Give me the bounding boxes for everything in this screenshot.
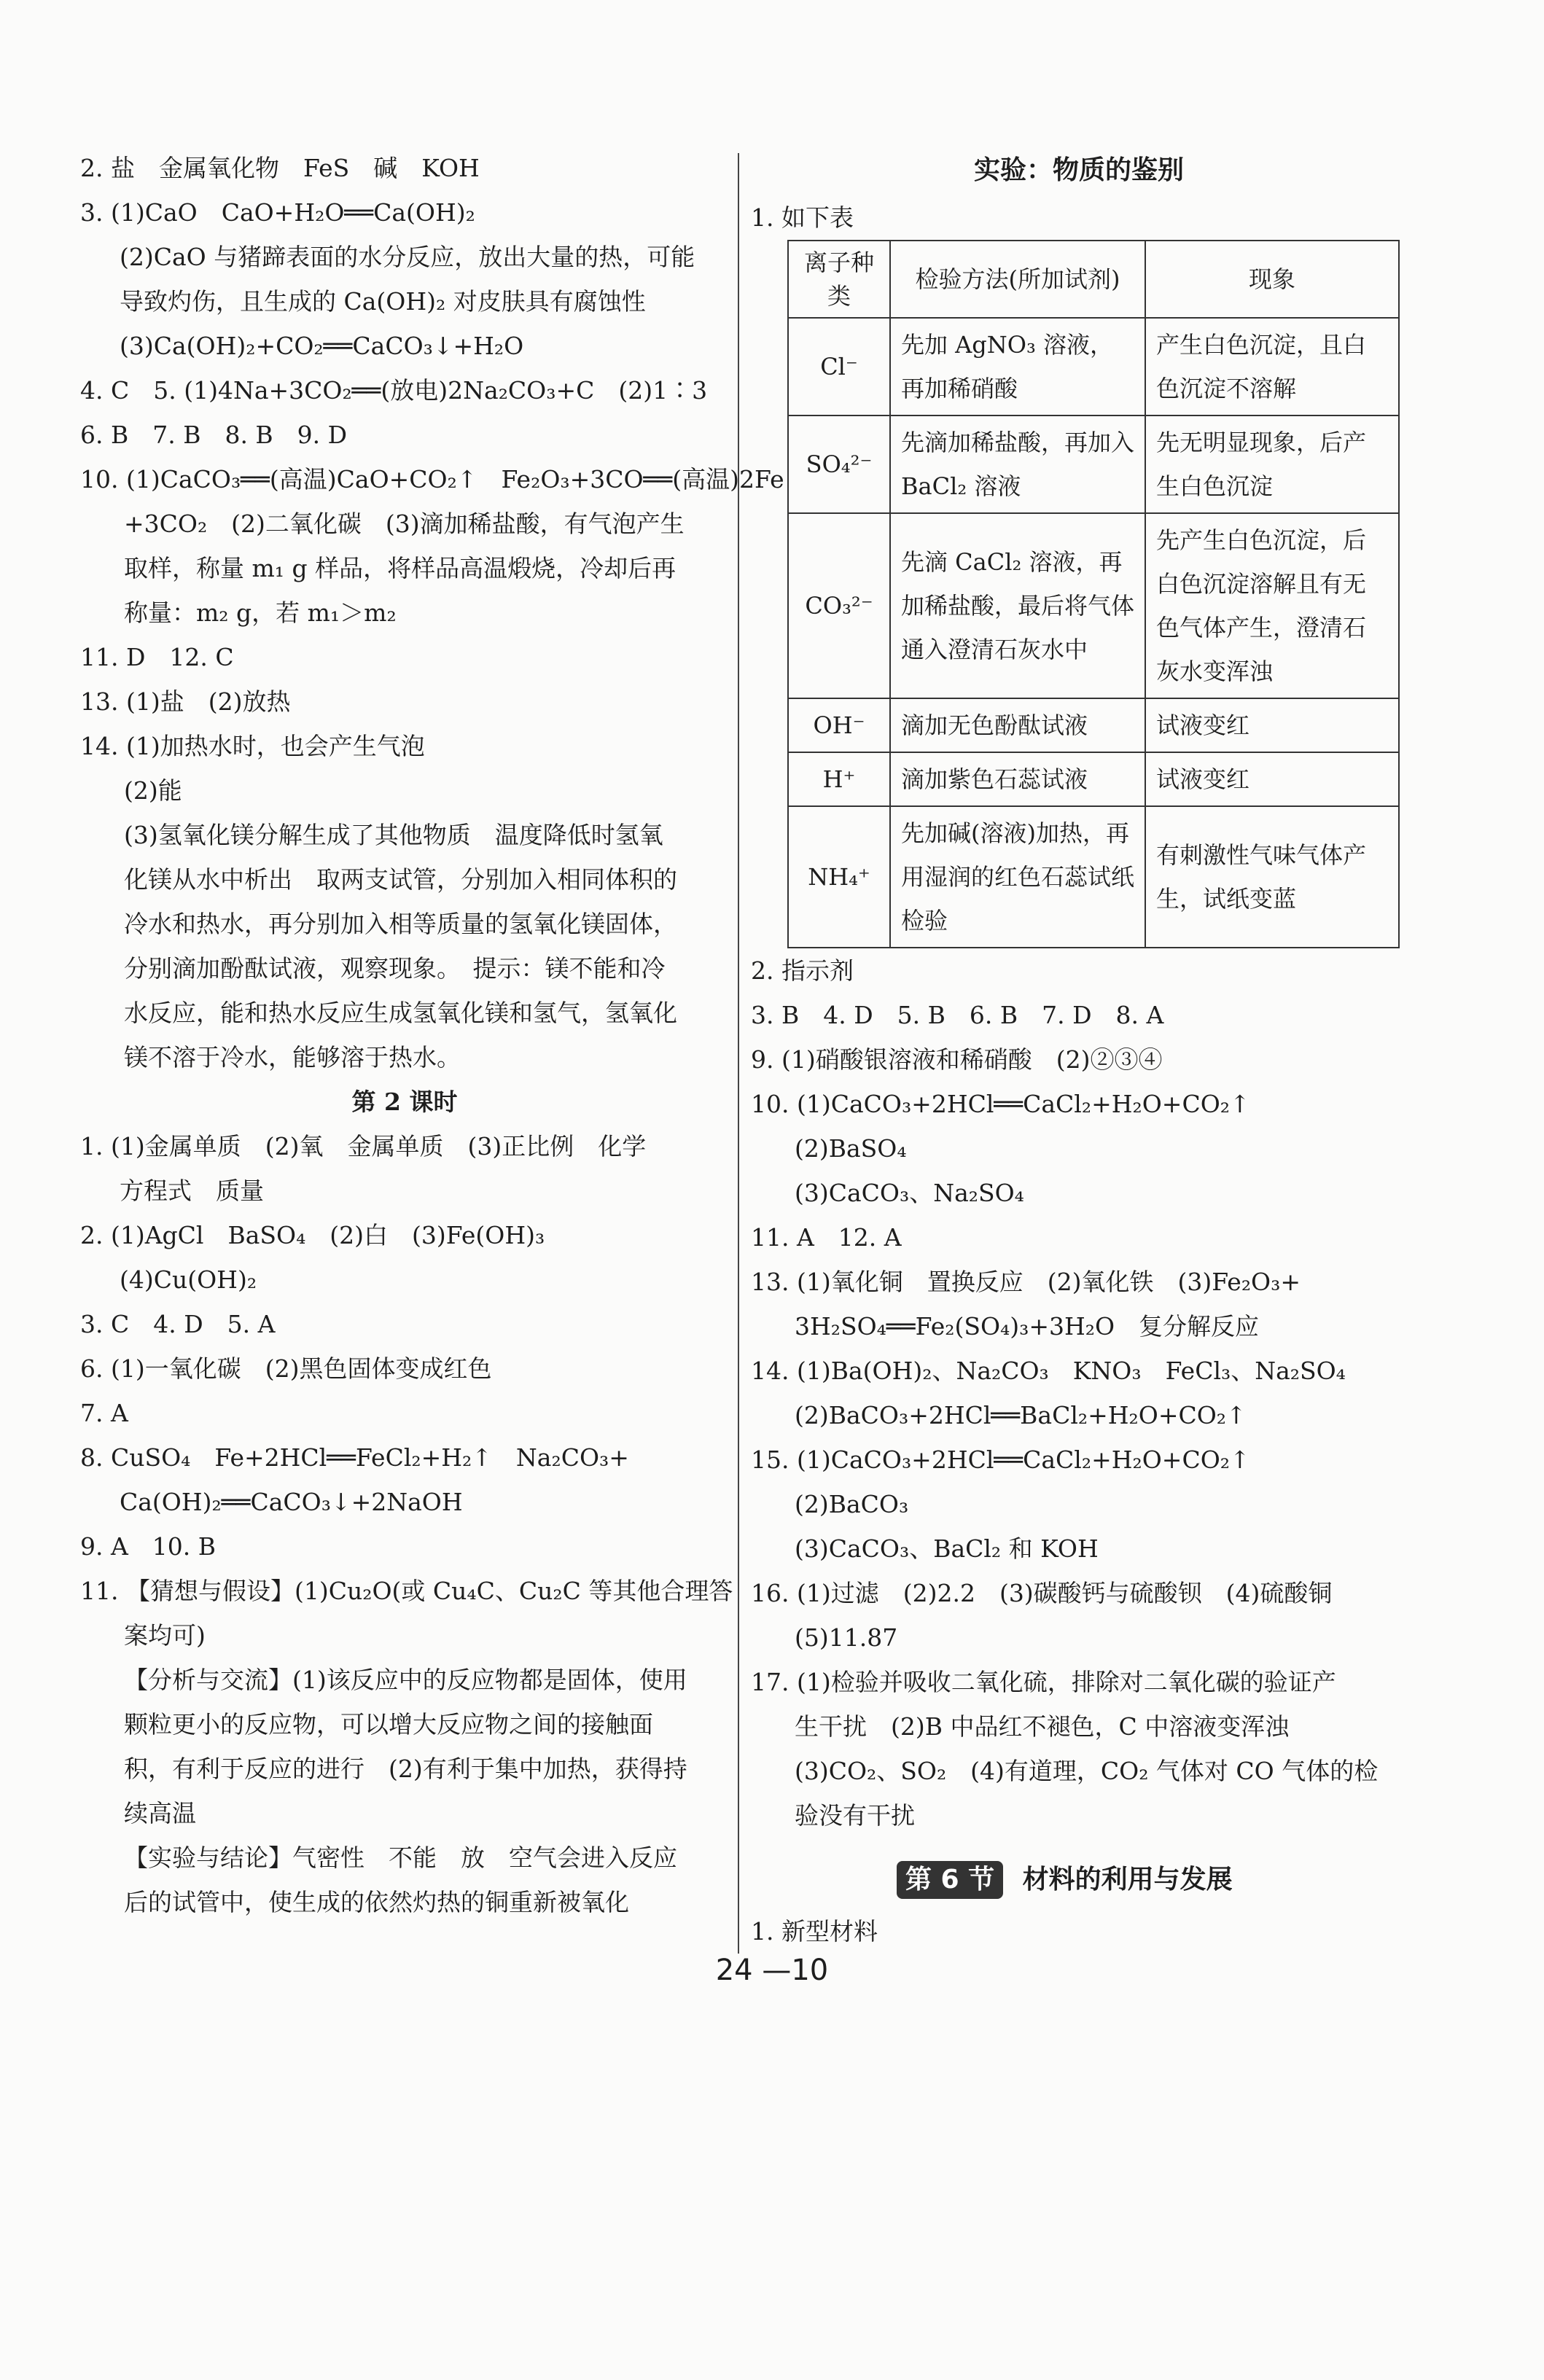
answer-line: (3)CaCO₃、BaCl₂ 和 KOH (795, 1534, 1099, 1563)
answer-line: 【分析与交流】(1)该反应中的反应物都是固体，使用 (124, 1666, 687, 1694)
answer-line: (5)11.87 (795, 1623, 898, 1652)
table-cell: OH⁻ (788, 698, 890, 752)
answer-line: (2)能 (124, 776, 182, 805)
lesson-heading: 第 2 课时 (351, 1088, 458, 1116)
answer-line: 生干扰 (2)B 中品红不褪色，C 中溶液变浑浊 (795, 1712, 1290, 1741)
answer-line: (4)Cu(OH)₂ (120, 1265, 257, 1294)
answer-line: 4. C 5. (1)4Na+3CO₂══(放电)2Na₂CO₃+C (2)1∶3 (80, 376, 708, 405)
ion-test-table (787, 240, 1400, 948)
answer-line: 分别滴加酚酞试液，观察现象。 提示：镁不能和冷 (124, 954, 666, 983)
answer-line: 15. (1)CaCO₃+2HCl══CaCl₂+H₂O+CO₂↑ (751, 1445, 1250, 1474)
answer-line: 10. (1)CaCO₃══(高温)CaO+CO₂↑ Fe₂O₃+3CO══(高温)2Fe (80, 465, 784, 493)
answer-line: Ca(OH)₂══CaCO₃↓+2NaOH (120, 1488, 463, 1516)
table-row (788, 752, 1399, 806)
answer-line: 镁不溶于冷水，能够溶于热水。 (124, 1043, 461, 1072)
answer-line: 11. A 12. A (751, 1223, 902, 1252)
answer-line: (3)CaCO₃、Na₂SO₄ (795, 1179, 1024, 1207)
answer-line: 3. (1)CaO CaO+H₂O══Ca(OH)₂ (80, 198, 475, 227)
answer-line: 案均可) (124, 1621, 206, 1650)
table-cell: 先滴加稀盐酸，再加入 BaCl₂ 溶液 (890, 415, 1145, 513)
answer-line: 1. (1)金属单质 (2)氧 金属单质 (3)正比例 化学 (80, 1132, 647, 1160)
answer-line: 2. 盐 金属氧化物 FeS 碱 KOH (80, 154, 480, 182)
section-heading (751, 1851, 1407, 1909)
table-cell: 试液变红 (1145, 698, 1399, 752)
table-cell: 有刺激性气味气体产生，试纸变蓝 (1145, 806, 1399, 948)
table-cell: 滴加紫色石蕊试液 (890, 752, 1145, 806)
table-row (788, 698, 1399, 752)
table-cell: 先加 AgNO₃ 溶液，再加稀硝酸 (890, 318, 1145, 415)
table-header: 离子种类 (788, 241, 890, 318)
table-cell: 先无明显现象，后产生白色沉淀 (1145, 415, 1399, 513)
section-title: 材料的利用与发展 (1022, 1865, 1233, 1895)
answer-line: 验没有干扰 (795, 1801, 915, 1830)
answer-line: 1. 如下表 (751, 203, 854, 232)
answer-line: 冷水和热水，再分别加入相等质量的氢氧化镁固体， (124, 910, 677, 938)
page-number: 24 —10 (715, 1954, 829, 1987)
answer-line: (3)氢氧化镁分解生成了其他物质 温度降低时氢氧 (124, 821, 663, 849)
table-cell: 先加碱(溶液)加热，再用湿润的红色石蕊试纸检验 (890, 806, 1145, 948)
answer-line: 11. D 12. C (80, 643, 234, 671)
answer-line: 2. (1)AgCl BaSO₄ (2)白 (3)Fe(OH)₃ (80, 1221, 545, 1249)
answer-line: 颗粒更小的反应物，可以增大反应物之间的接触面 (124, 1710, 653, 1739)
answer-line: 取样，称量 m₁ g 样品，将样品高温煅烧，冷却后再 (124, 554, 677, 582)
answer-line: 17. (1)检验并吸收二氧化硫，排除对二氧化碳的验证产 (751, 1668, 1336, 1696)
answer-line: 13. (1)盐 (2)放热 (80, 687, 291, 716)
answer-line: 水反应，能和热水反应生成氢氧化镁和氢气，氢氧化 (124, 999, 677, 1027)
table-header-row (788, 241, 1399, 318)
answer-line: 积，有利于反应的进行 (2)有利于集中加热，获得持 (124, 1755, 687, 1783)
answer-line: 称量：m₂ g，若 m₁＞m₂ (124, 598, 397, 627)
answer-line: +3CO₂ (2)二氧化碳 (3)滴加稀盐酸，有气泡产生 (124, 510, 685, 538)
answer-line: 方程式 质量 (120, 1177, 264, 1205)
section-badge: 第 6 节 (897, 1861, 1003, 1899)
answer-line: 14. (1)Ba(OH)₂、Na₂CO₃ KNO₃ FeCl₃、Na₂SO₄ (751, 1357, 1346, 1385)
answer-line: (2)CaO 与猪蹄表面的水分反应，放出大量的热，可能 (120, 243, 695, 271)
table-cell: 先滴 CaCl₂ 溶液，再加稀盐酸，最后将气体通入澄清石灰水中 (890, 513, 1145, 698)
answer-line: 6. B 7. B 8. B 9. D (80, 421, 348, 449)
table-row (788, 318, 1399, 415)
table-header: 检验方法(所加试剂) (890, 241, 1145, 318)
answer-line: 导致灼伤，且生成的 Ca(OH)₂ 对皮肤具有腐蚀性 (120, 287, 646, 316)
table-cell: NH₄⁺ (788, 806, 890, 948)
answer-line: 8. CuSO₄ Fe+2HCl══FeCl₂+H₂↑ Na₂CO₃+ (80, 1443, 629, 1472)
answer-line: 13. (1)氧化铜 置换反应 (2)氧化铁 (3)Fe₂O₃+ (751, 1268, 1301, 1296)
answer-line: (3)Ca(OH)₂+CO₂══CaCO₃↓+H₂O (120, 332, 524, 360)
answer-line: 11. 【猜想与假设】(1)Cu₂O(或 Cu₄C、Cu₂C 等其他合理答 (80, 1577, 733, 1605)
table-cell: 产生白色沉淀，且白色沉淀不溶解 (1145, 318, 1399, 415)
table-cell: SO₄²⁻ (788, 415, 890, 513)
table-header: 现象 (1145, 241, 1399, 318)
table-row (788, 806, 1399, 948)
answer-line: 【实验与结论】气密性 不能 放 空气会进入反应 (124, 1843, 677, 1872)
answer-line: 7. A (80, 1399, 128, 1427)
answer-line: 化镁从水中析出 取两支试管，分别加入相同体积的 (124, 865, 677, 894)
answer-line: 10. (1)CaCO₃+2HCl══CaCl₂+H₂O+CO₂↑ (751, 1090, 1250, 1118)
answer-line: 3. B 4. D 5. B 6. B 7. D 8. A (751, 1001, 1164, 1029)
table-cell: Cl⁻ (788, 318, 890, 415)
answer-line: 3H₂SO₄══Fe₂(SO₄)₃+3H₂O 复分解反应 (795, 1312, 1260, 1341)
answer-line: 2. 指示剂 (751, 956, 854, 985)
answer-line: (2)BaSO₄ (795, 1134, 907, 1163)
table-cell: 试液变红 (1145, 752, 1399, 806)
answer-line: 1. 新型材料 (751, 1917, 878, 1946)
table-row (788, 415, 1399, 513)
table-cell: 先产生白色沉淀，后白色沉淀溶解且有无色气体产生，澄清石灰水变浑浊 (1145, 513, 1399, 698)
answer-line: 后的试管中，使生成的依然灼热的铜重新被氧化 (124, 1888, 629, 1916)
experiment-title: 实验：物质的鉴别 (973, 155, 1184, 185)
answer-line: (3)CO₂、SO₂ (4)有道理，CO₂ 气体对 CO 气体的检 (795, 1757, 1379, 1785)
answer-line: 3. C 4. D 5. A (80, 1310, 276, 1338)
answer-line: 9. A 10. B (80, 1532, 217, 1561)
table-cell: H⁺ (788, 752, 890, 806)
answer-line: 续高温 (124, 1799, 196, 1827)
left-column (80, 146, 784, 1924)
table-cell: 滴加无色酚酞试液 (890, 698, 1145, 752)
right-column (751, 146, 1407, 1954)
answer-line: 14. (1)加热水时，也会产生气泡 (80, 732, 425, 760)
answer-line: (2)BaCO₃ (795, 1490, 909, 1518)
answer-line: 6. (1)一氧化碳 (2)黑色固体变成红色 (80, 1354, 492, 1383)
table-cell: CO₃²⁻ (788, 513, 890, 698)
table-row (788, 513, 1399, 698)
column-divider (738, 153, 739, 1954)
answer-line: 9. (1)硝酸银溶液和稀硝酸 (2)②③④ (751, 1045, 1163, 1074)
answer-line: 16. (1)过滤 (2)2.2 (3)碳酸钙与硫酸钡 (4)硫酸铜 (751, 1579, 1333, 1607)
answer-line: (2)BaCO₃+2HCl══BaCl₂+H₂O+CO₂↑ (795, 1401, 1247, 1429)
